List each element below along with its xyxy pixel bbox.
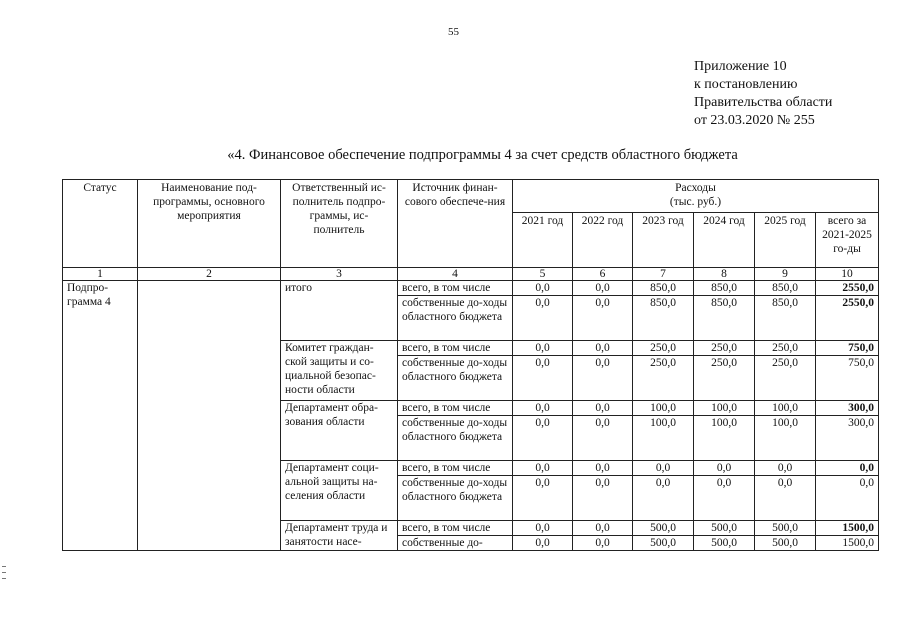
total-cell: 300,0 <box>816 401 879 416</box>
header-year: 2025 год <box>755 213 816 268</box>
value-cell: 0,0 <box>513 476 573 521</box>
executor-cell: итого <box>281 281 398 341</box>
value-cell: 100,0 <box>694 401 755 416</box>
value-cell: 500,0 <box>694 536 755 551</box>
total-cell: 2550,0 <box>816 281 879 296</box>
header-source: Источник финан-сового обеспече-ния <box>398 180 513 268</box>
source-cell: всего, в том числе <box>398 521 513 536</box>
value-cell: 250,0 <box>694 356 755 401</box>
appendix-line-3: Правительства области <box>694 95 833 110</box>
value-cell: 850,0 <box>633 281 694 296</box>
total-cell: 0,0 <box>816 461 879 476</box>
header-year: 2024 год <box>694 213 755 268</box>
value-cell: 250,0 <box>755 356 816 401</box>
left-edge-mark <box>2 578 6 579</box>
source-cell: всего, в том числе <box>398 341 513 356</box>
header-status: Статус <box>63 180 138 268</box>
value-cell: 0,0 <box>513 416 573 461</box>
executor-cell: Департамент обра-зования области <box>281 401 398 461</box>
value-cell: 0,0 <box>573 281 633 296</box>
value-cell: 0,0 <box>573 476 633 521</box>
name-cell <box>138 281 281 551</box>
value-cell: 100,0 <box>755 401 816 416</box>
value-cell: 0,0 <box>513 356 573 401</box>
header-executor: Ответственный ис-полнитель подпро-граммы, ис-полнитель <box>281 180 398 268</box>
value-cell: 500,0 <box>633 521 694 536</box>
total-cell: 1500,0 <box>816 521 879 536</box>
value-cell: 0,0 <box>633 461 694 476</box>
executor-cell: Департамент соци-альной защиты на-селения области <box>281 461 398 521</box>
appendix-block <box>694 58 832 130</box>
page-number: 55 <box>448 26 459 38</box>
left-edge-mark <box>2 572 6 573</box>
value-cell: 0,0 <box>694 461 755 476</box>
value-cell: 0,0 <box>573 521 633 536</box>
value-cell: 100,0 <box>755 416 816 461</box>
appendix-line-4: от 23.03.2020 № 255 <box>694 113 815 128</box>
value-cell: 850,0 <box>694 281 755 296</box>
header-expenses-label: Расходы <box>675 182 716 194</box>
value-cell: 0,0 <box>513 401 573 416</box>
source-cell: всего, в том числе <box>398 281 513 296</box>
value-cell: 0,0 <box>573 461 633 476</box>
left-edge-mark <box>2 566 6 567</box>
source-cell: собственные до- <box>398 536 513 551</box>
value-cell: 0,0 <box>513 536 573 551</box>
source-cell: собственные до-ходы областного бюджета <box>398 476 513 521</box>
value-cell: 850,0 <box>755 296 816 341</box>
value-cell: 100,0 <box>694 416 755 461</box>
value-cell: 0,0 <box>755 461 816 476</box>
value-cell: 0,0 <box>573 401 633 416</box>
column-number: 1 <box>63 268 138 281</box>
value-cell: 0,0 <box>513 341 573 356</box>
header-expenses <box>513 180 879 213</box>
value-cell: 500,0 <box>633 536 694 551</box>
column-number: 6 <box>573 268 633 281</box>
total-cell: 750,0 <box>816 356 879 401</box>
value-cell: 0,0 <box>694 476 755 521</box>
value-cell: 850,0 <box>755 281 816 296</box>
source-cell: всего, в том числе <box>398 401 513 416</box>
header-expenses-unit: (тыс. руб.) <box>669 196 722 208</box>
value-cell: 250,0 <box>633 356 694 401</box>
value-cell: 0,0 <box>633 476 694 521</box>
executor-cell: Комитет граждан-ской защиты и со-циальной безопас-ности области <box>281 341 398 401</box>
executor-cell: Департамент труда и занятости насе- <box>281 521 398 551</box>
column-number: 10 <box>816 268 879 281</box>
column-number: 3 <box>281 268 398 281</box>
total-cell: 300,0 <box>816 416 879 461</box>
value-cell: 500,0 <box>755 536 816 551</box>
value-cell: 0,0 <box>573 536 633 551</box>
value-cell: 250,0 <box>694 341 755 356</box>
value-cell: 0,0 <box>573 341 633 356</box>
value-cell: 0,0 <box>513 296 573 341</box>
column-number: 7 <box>633 268 694 281</box>
source-cell: собственные до-ходы областного бюджета <box>398 296 513 341</box>
value-cell: 0,0 <box>573 416 633 461</box>
value-cell: 100,0 <box>633 416 694 461</box>
value-cell: 0,0 <box>755 476 816 521</box>
appendix-line-2: к постановлению <box>694 77 798 92</box>
total-cell: 1500,0 <box>816 536 879 551</box>
appendix-line-1: Приложение 10 <box>694 59 787 74</box>
value-cell: 100,0 <box>633 401 694 416</box>
financing-table <box>62 179 879 551</box>
column-number: 9 <box>755 268 816 281</box>
value-cell: 250,0 <box>755 341 816 356</box>
header-year-total: всего за 2021-2025 го-ды <box>816 213 879 268</box>
value-cell: 0,0 <box>513 521 573 536</box>
value-cell: 0,0 <box>513 281 573 296</box>
header-year: 2023 год <box>633 213 694 268</box>
value-cell: 500,0 <box>755 521 816 536</box>
column-number-row <box>63 268 879 281</box>
source-cell: собственные до-ходы областного бюджета <box>398 416 513 461</box>
value-cell: 850,0 <box>633 296 694 341</box>
column-number: 2 <box>138 268 281 281</box>
total-cell: 2550,0 <box>816 296 879 341</box>
total-cell: 750,0 <box>816 341 879 356</box>
total-cell: 0,0 <box>816 476 879 521</box>
column-number: 5 <box>513 268 573 281</box>
value-cell: 0,0 <box>573 356 633 401</box>
document-title: «4. Финансовое обеспечение подпрограммы 4 за счет средств областного бюджета <box>227 147 738 163</box>
header-name: Наименование под-программы, основного мероприятия <box>138 180 281 268</box>
column-number: 4 <box>398 268 513 281</box>
value-cell: 850,0 <box>694 296 755 341</box>
column-number: 8 <box>694 268 755 281</box>
source-cell: всего, в том числе <box>398 461 513 476</box>
source-cell: собственные до-ходы областного бюджета <box>398 356 513 401</box>
value-cell: 0,0 <box>513 461 573 476</box>
value-cell: 500,0 <box>694 521 755 536</box>
status-cell: Подпро-грамма 4 <box>63 281 138 551</box>
header-year: 2022 год <box>573 213 633 268</box>
value-cell: 0,0 <box>573 296 633 341</box>
value-cell: 250,0 <box>633 341 694 356</box>
table-row <box>63 281 879 296</box>
header-year: 2021 год <box>513 213 573 268</box>
